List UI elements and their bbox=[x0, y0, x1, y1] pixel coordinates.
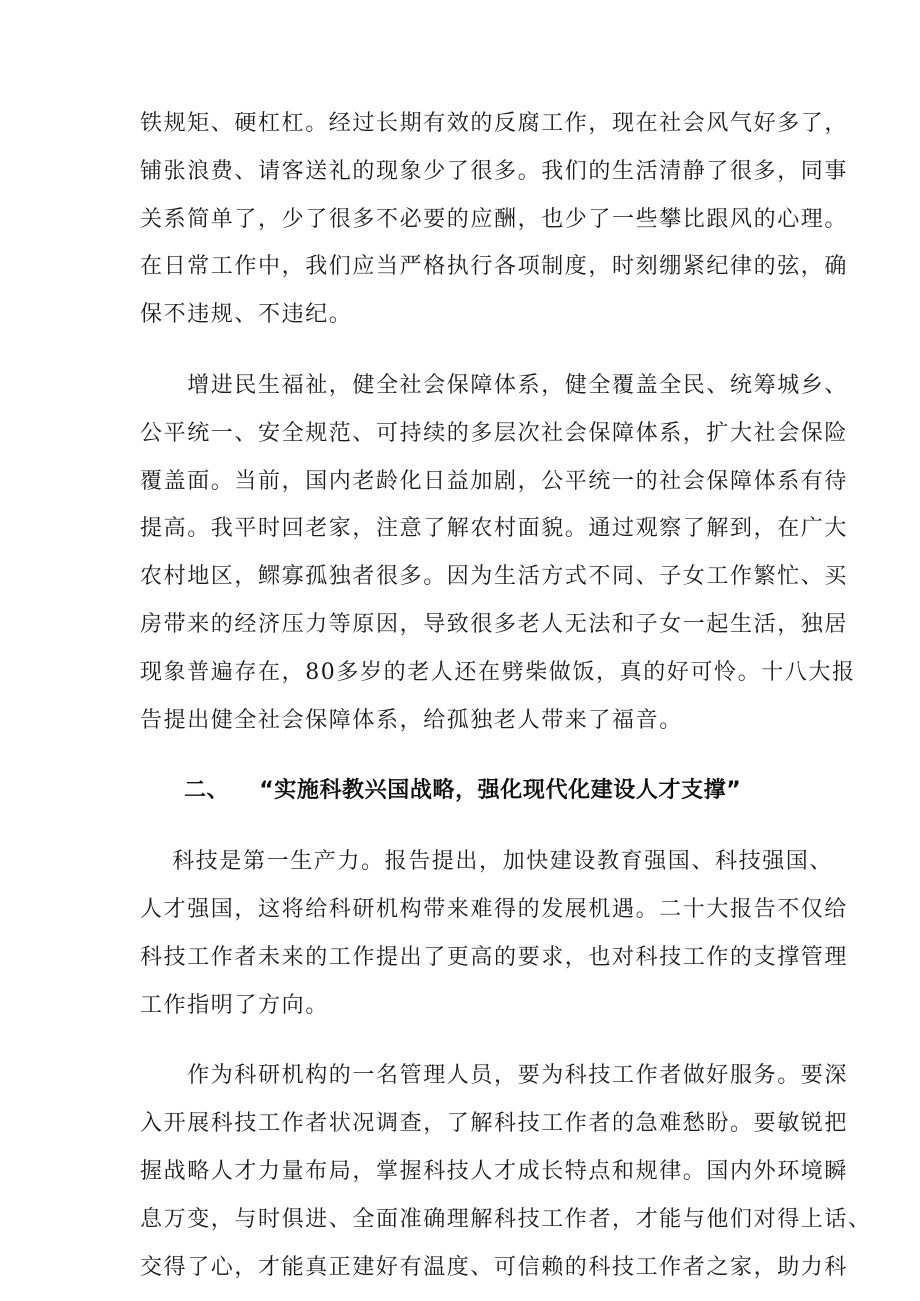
text-line: 增进民生福祉，健全社会保障体系，健全覆盖全民、统筹城乡、 bbox=[140, 372, 849, 398]
text-line: 科技是第一生产力。报告提出，加快建设教育强国、科技强国、 bbox=[140, 849, 833, 875]
text-line: 铁规矩、硬杠杠。经过长期有效的反腐工作，现在社会风气好多了， bbox=[140, 111, 849, 136]
section-heading bbox=[140, 767, 800, 815]
text-line: 作为科研机构的一名管理人员，要为科技工作者做好服务。要深 bbox=[140, 1063, 849, 1089]
text-line: 保不违规、不违纪。 bbox=[140, 302, 353, 328]
paragraph-science-tech bbox=[140, 838, 849, 1029]
text-line: 交得了心，才能真正建好有温度、可信赖的科技工作者之家，助力科 bbox=[140, 1254, 849, 1280]
paragraph-discipline bbox=[140, 100, 849, 339]
text-line: 息万变，与时俱进、全面准确理解科技工作者，才能与他们对得上话、 bbox=[140, 1206, 872, 1232]
document-body bbox=[140, 100, 872, 1291]
text-line: 公平统一、安全规范、可持续的多层次社会保障体系，扩大社会保险 bbox=[140, 420, 849, 446]
text-line: 房带来的经济压力等原因，导致很多老人无法和子女一起生活，独居 bbox=[140, 611, 849, 637]
paragraph-gap bbox=[140, 1029, 800, 1052]
text-line: 工作指明了方向。 bbox=[140, 992, 329, 1018]
text-line: 在日常工作中，我们应当严格执行各项制度，时刻绷紧纪律的弦，确 bbox=[140, 254, 849, 280]
text-line: 入开展科技工作者状况调查，了解科技工作者的急难愁盼。要敏锐把 bbox=[140, 1111, 849, 1137]
paragraph-gap bbox=[140, 815, 800, 838]
text-line: 人才强国，这将给科研机构带来难得的发展机遇。二十大报告不仅给 bbox=[140, 896, 849, 922]
paragraph-gap bbox=[140, 339, 800, 362]
text-line: 提高。我平时回老家，注意了解农村面貌。通过观察了解到，在广大 bbox=[140, 516, 849, 542]
section-title: “实施科教兴国战略，强化现代化建设人才支撑” bbox=[259, 778, 742, 804]
text-line: 科技工作者未来的工作提出了更高的要求，也对科技工作的支撑管理 bbox=[140, 944, 849, 970]
paragraph-social-security bbox=[140, 362, 856, 744]
section-number: 二、 bbox=[184, 778, 230, 804]
text-line: 握战略人才力量布局，掌握科技人才成长特点和规律。国内外环境瞬 bbox=[140, 1158, 849, 1184]
text-line: 覆盖面。当前，国内老龄化日益加剧，公平统一的社会保障体系有待 bbox=[140, 468, 849, 494]
paragraph-gap bbox=[140, 744, 800, 767]
text-line: 现象普遍存在，80多岁的老人还在劈柴做饭，真的好可怜。十八大报 bbox=[140, 659, 856, 685]
text-line: 农村地区，鳏寡孤独者很多。因为生活方式不同、子女工作繁忙、买 bbox=[140, 564, 849, 590]
text-line: 铺张浪费、请客送礼的现象少了很多。我们的生活清静了很多，同事 bbox=[140, 158, 849, 184]
text-line: 关系简单了，少了很多不必要的应酬，也少了一些攀比跟风的心理。 bbox=[140, 206, 849, 232]
text-line: 告提出健全社会保障体系，给孤独老人带来了福音。 bbox=[140, 707, 683, 733]
paragraph-management bbox=[140, 1052, 872, 1291]
